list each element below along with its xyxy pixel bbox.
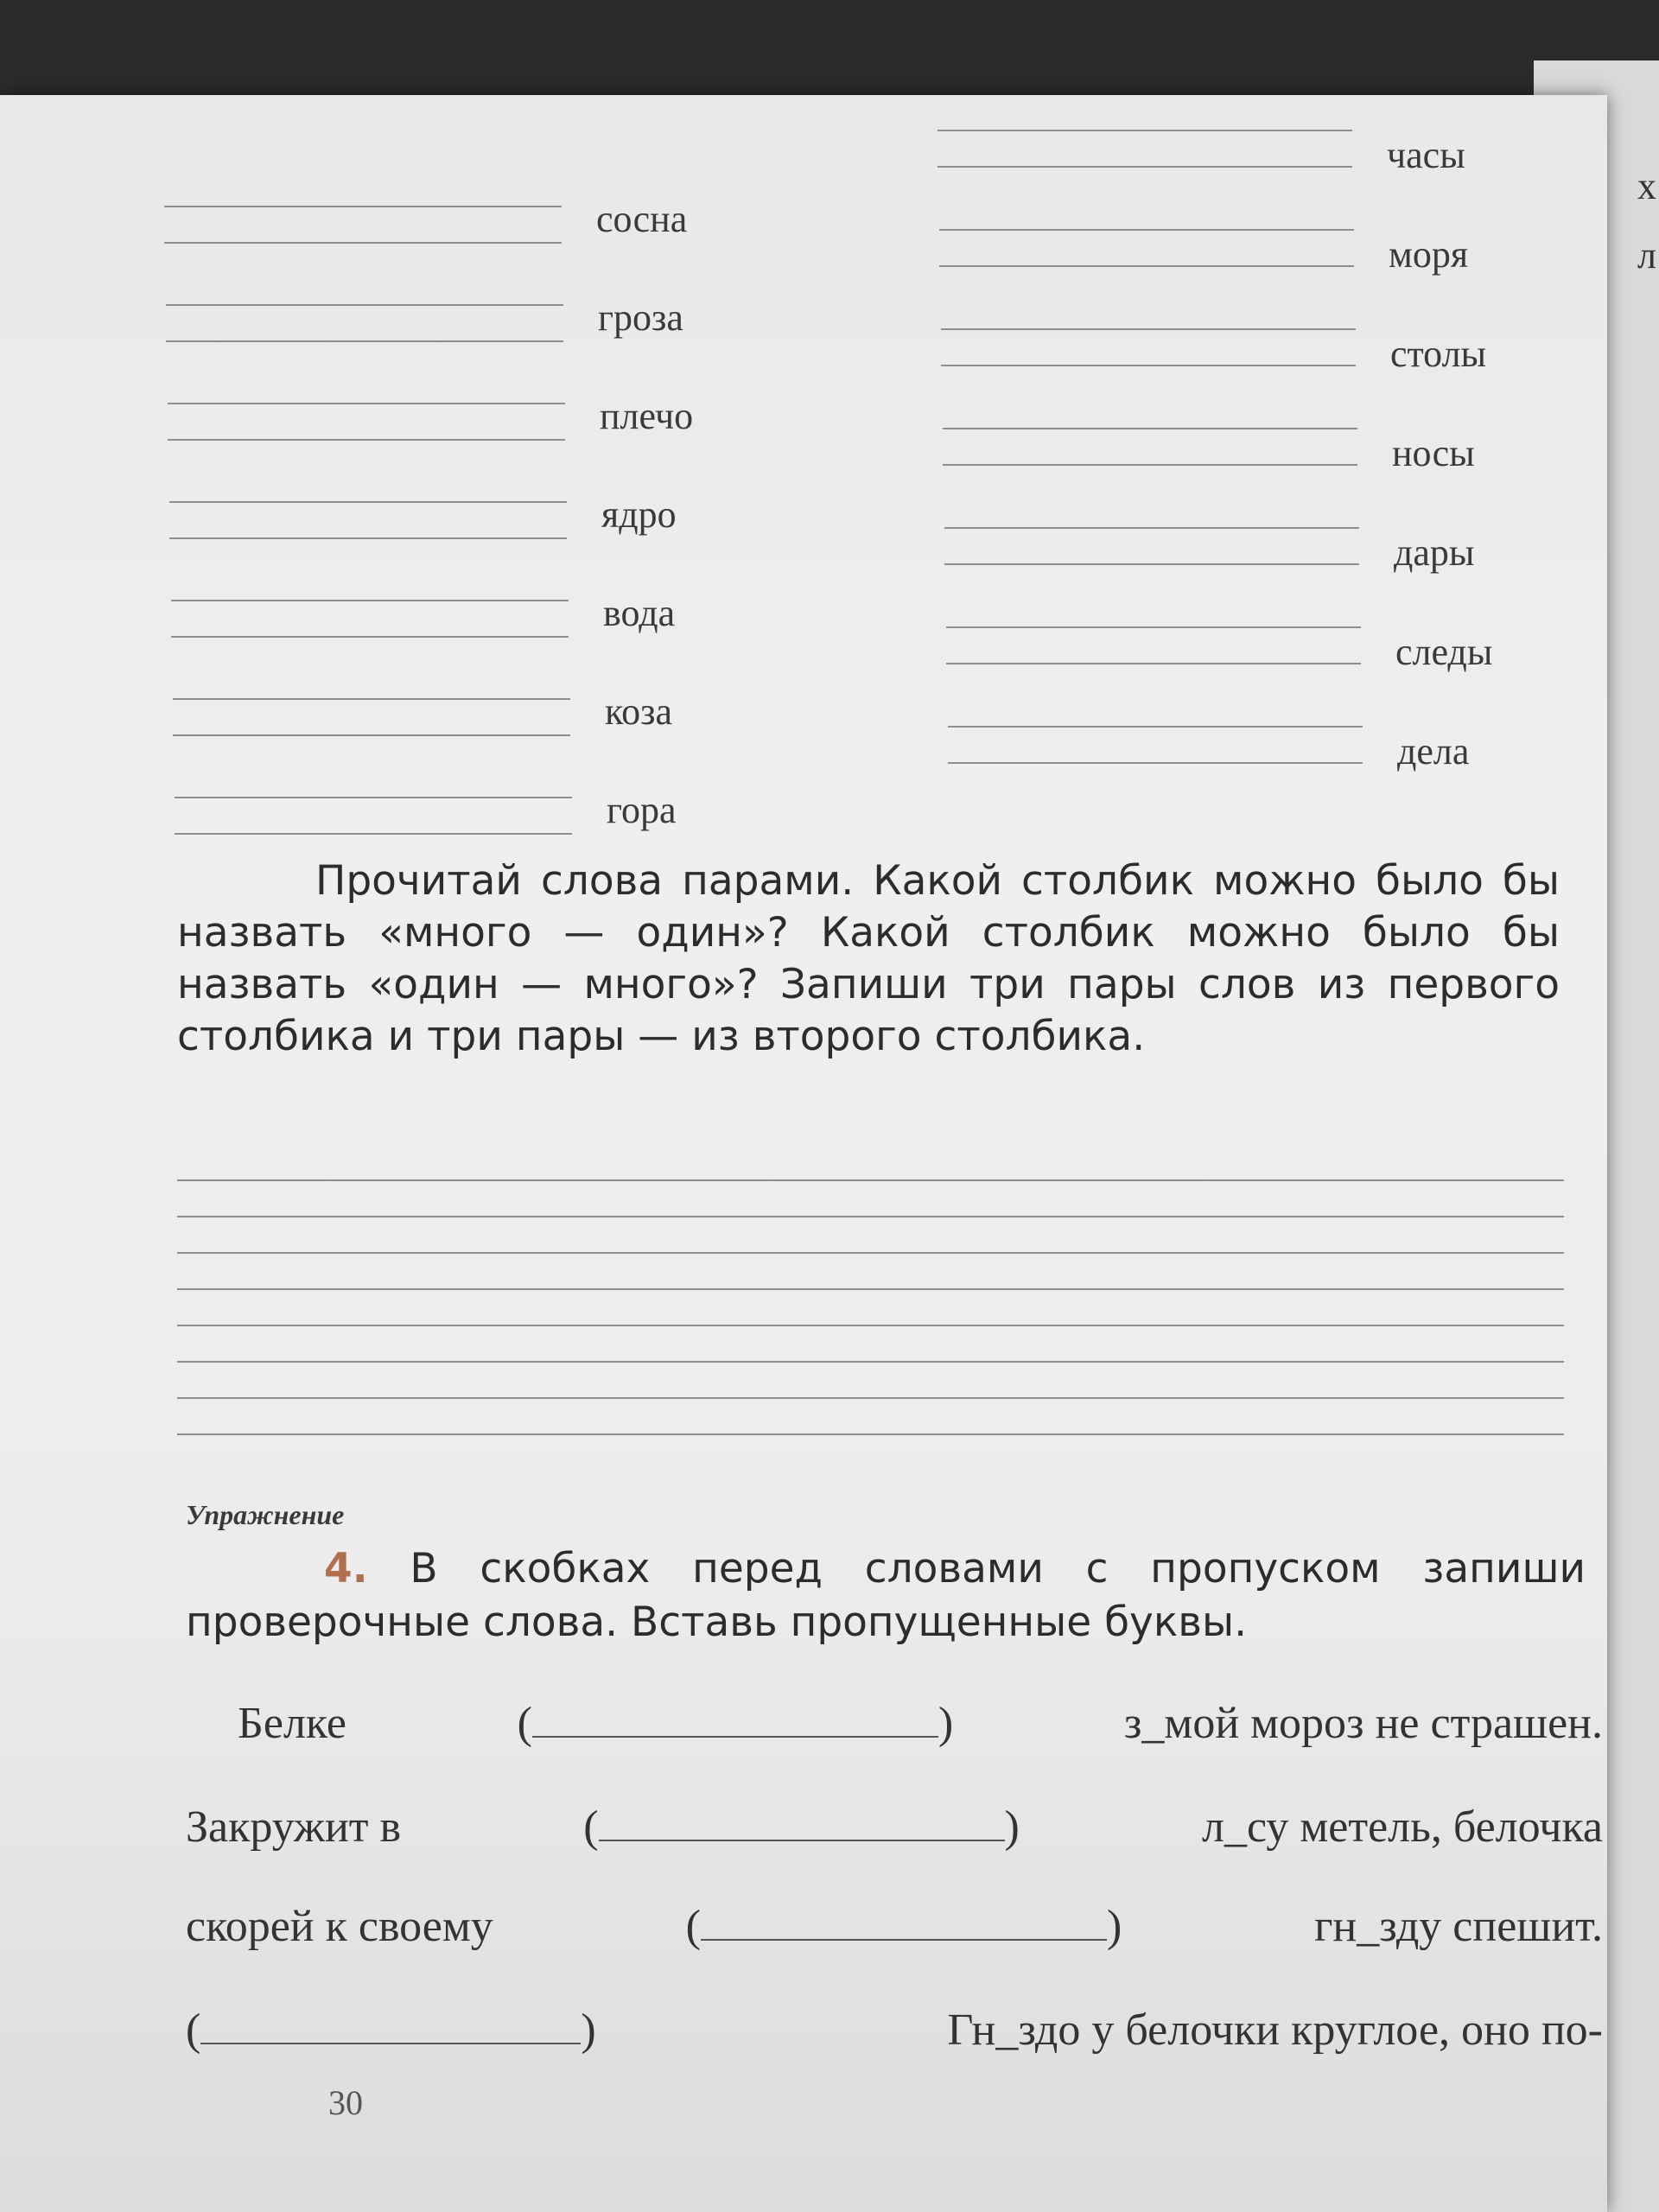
write-line[interactable] [168,403,565,404]
story-text: л_су метель, белочка [1202,1802,1603,1852]
left-word: гроза [598,296,683,339]
write-line[interactable] [166,304,563,306]
answer-line[interactable] [177,1433,1564,1435]
write-line[interactable] [948,762,1363,764]
write-line[interactable] [173,698,570,700]
write-line[interactable] [175,797,572,798]
write-line[interactable] [944,527,1359,529]
write-line[interactable] [938,130,1352,131]
write-line[interactable] [175,833,572,835]
exercise-label: Упражнение [186,1499,345,1530]
story-text: з_мой мороз не страшен. [1123,1699,1603,1748]
workbook-page [0,95,1607,2212]
write-line[interactable] [941,328,1356,330]
story-line [238,1698,1603,1749]
story-text: Белке [238,1699,346,1748]
blank-field[interactable]: ( ) [583,1802,1020,1852]
right-word: дела [1397,730,1470,772]
write-line[interactable] [169,501,567,503]
write-line[interactable] [946,663,1361,664]
write-line[interactable] [166,340,563,342]
write-line[interactable] [943,428,1357,429]
story-text: Гн_здо у белочки круглое, оно по- [947,2005,1603,2055]
write-line[interactable] [948,726,1363,728]
write-line[interactable] [169,537,567,539]
write-line[interactable] [944,563,1359,565]
write-line[interactable] [939,229,1354,231]
exercise-text: В скобках перед словами с пропуском запиши проверочные слова. Вставь пропущенные буквы. [186,1545,1586,1646]
task-instruction: Прочитай слова парами. Какой столбик можно было бы назвать «много — один»? Какой столбик можно было бы назвать «один — много»? Запиши три пары слов из первого столбика и три пары — из второго столбика. [177,857,1560,1060]
story-text: скорей к своему [186,1902,493,1951]
story-text: гн_зду спешит. [1314,1902,1603,1951]
right-word: часы [1387,134,1465,176]
next-page-letter: л [1637,234,1656,276]
write-line[interactable] [171,636,569,638]
answer-line[interactable] [177,1179,1564,1181]
left-word: коза [605,690,673,733]
page-number: 30 [328,2083,363,2122]
right-word: столы [1390,333,1487,375]
write-line[interactable] [168,439,565,441]
left-word: вода [603,592,676,634]
answer-line[interactable] [177,1216,1564,1217]
blank-field[interactable]: ( ) [685,1902,1122,1951]
write-line[interactable] [939,265,1354,267]
left-word: плечо [600,395,694,437]
left-word: ядро [601,493,677,536]
write-line[interactable] [943,464,1357,466]
story-line [186,1802,1603,1853]
story-line [186,1901,1603,1952]
story-line [186,2005,1603,2056]
answer-line[interactable] [177,1252,1564,1254]
left-word: сосна [596,198,688,240]
exercise-instruction [186,1542,1586,1649]
answer-line[interactable] [177,1288,1564,1290]
right-word: дары [1394,531,1475,574]
left-word: гора [607,789,677,831]
right-word: моря [1389,233,1469,276]
write-line[interactable] [164,242,562,244]
answer-lines [177,1179,1564,1470]
write-line[interactable] [173,734,570,736]
write-line[interactable] [941,365,1356,366]
write-line[interactable] [938,166,1352,168]
next-page-letter: х [1637,165,1656,207]
blank-field[interactable]: ( ) [517,1699,954,1748]
story-text: Закружит в [186,1802,402,1852]
blank-field[interactable]: ( ) [186,2005,596,2055]
answer-line[interactable] [177,1397,1564,1399]
write-line[interactable] [171,600,569,601]
write-line[interactable] [164,206,562,207]
answer-line[interactable] [177,1325,1564,1326]
right-word: носы [1392,432,1475,474]
write-line[interactable] [946,626,1361,628]
answer-line[interactable] [177,1361,1564,1363]
right-word: следы [1395,631,1493,673]
exercise-number: 4. [324,1545,368,1592]
